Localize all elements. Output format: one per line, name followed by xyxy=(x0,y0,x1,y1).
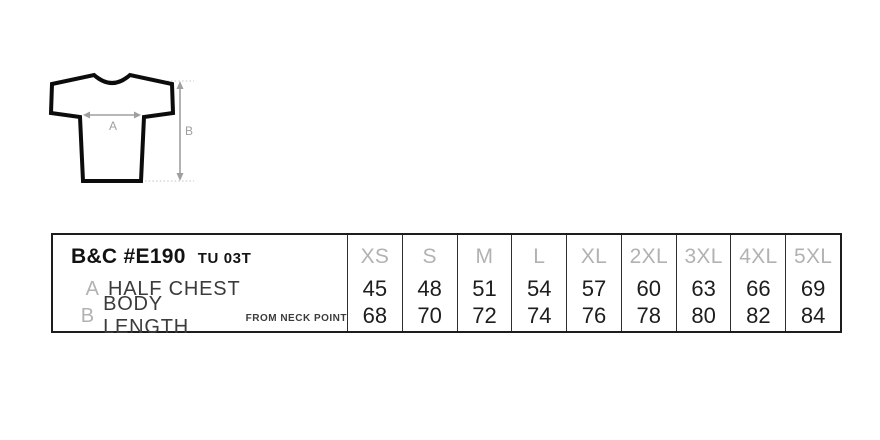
body-length-value: 80 xyxy=(691,303,716,328)
product-row xyxy=(53,238,347,276)
measure-letter-b: B xyxy=(80,304,95,327)
size-label: S xyxy=(422,245,437,268)
measurement-b-label: B xyxy=(185,124,194,138)
size-label: 2XL xyxy=(629,245,668,268)
table-label-column xyxy=(53,235,347,338)
half-chest-value: 54 xyxy=(526,276,552,301)
tshirt-measurement-diagram xyxy=(42,66,207,201)
product-variant: TU 03T xyxy=(197,250,252,267)
body-length-row-label xyxy=(53,293,347,338)
size-label: 3XL xyxy=(684,245,723,268)
half-chest-value: 63 xyxy=(691,276,716,301)
body-length-value: 82 xyxy=(746,303,771,328)
body-length-value: 78 xyxy=(636,303,662,328)
body-length-value: 76 xyxy=(581,303,607,328)
body-length-label: BODY LENGTH xyxy=(103,293,189,338)
size-column-5xl xyxy=(785,235,840,331)
size-column-4xl xyxy=(730,235,785,331)
size-label: 5XL xyxy=(794,245,833,268)
size-column-s xyxy=(402,235,457,331)
body-length-value: 74 xyxy=(526,303,552,328)
size-column-3xl xyxy=(676,235,731,331)
size-column-m xyxy=(457,235,512,331)
size-label: XS xyxy=(360,245,390,268)
half-chest-value: 57 xyxy=(581,276,607,301)
size-label: L xyxy=(533,245,546,268)
half-chest-value: 69 xyxy=(800,276,826,301)
half-chest-value: 45 xyxy=(362,276,388,301)
measurement-b-arrow xyxy=(177,81,184,181)
body-length-value: 70 xyxy=(417,303,442,328)
size-column-xs xyxy=(347,235,402,331)
measure-letter-a: A xyxy=(85,277,99,300)
size-column-l xyxy=(511,235,566,331)
half-chest-value: 60 xyxy=(636,276,662,301)
size-chart-table xyxy=(51,233,842,338)
tshirt-diagram-svg xyxy=(42,66,207,201)
size-label: M xyxy=(475,245,494,268)
size-label: XL xyxy=(580,245,608,268)
size-label: 4XL xyxy=(739,245,778,268)
half-chest-value: 51 xyxy=(472,276,497,301)
half-chest-value: 66 xyxy=(746,276,771,301)
measurement-a-label: A xyxy=(109,119,118,133)
product-code: B&C #E190 xyxy=(71,245,186,268)
size-column-2xl xyxy=(621,235,676,331)
body-length-value: 72 xyxy=(472,303,497,328)
body-length-value: 84 xyxy=(800,303,826,328)
half-chest-label: HALF CHEST xyxy=(108,277,241,300)
body-length-note: FROM NECK POINT xyxy=(245,313,347,324)
half-chest-value: 48 xyxy=(417,276,442,301)
size-column-xl xyxy=(566,235,621,331)
body-length-value: 68 xyxy=(362,303,388,328)
